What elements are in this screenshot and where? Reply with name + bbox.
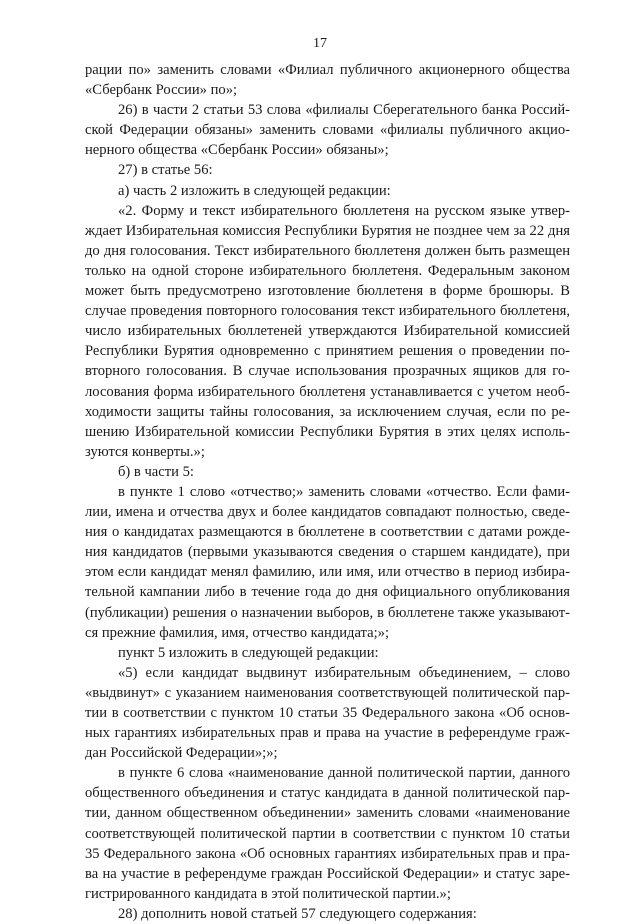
text-line: «выдвинут» с указанием наименования соответствующей политической пар- — [85, 684, 570, 701]
text-line: вторного голосования. В случае использования прозрачных ящиков для го- — [85, 363, 570, 380]
text-line: число избирательных бюллетеней утверждаются Избирательной комиссией — [85, 323, 570, 340]
text-line: ходимости защиты тайны голосования, за исключением случая, если по ре- — [85, 403, 570, 420]
text-line: зуются конверты.»; — [85, 443, 205, 460]
text-line: тии в соответствии с пунктом 10 статьи 35 Федерального закона «Об основ- — [85, 705, 570, 721]
text-line: ния о кандидатах размещаются в бюллетене в соответствии с датами рожде- — [85, 524, 570, 541]
text-line: 35 Федерального закона «Об основных гарантиях избирательных прав и пра- — [85, 845, 570, 862]
text-line: ных гарантиях избирательных прав и права на участие в референдуме граж- — [85, 725, 570, 742]
text-line: ния кандидатов (первыми указываются сведения о старшем кандидате), при — [85, 544, 570, 561]
text-line: ждает Избирательная комиссия Республики Бурятия не позднее чем за 22 дня — [85, 222, 570, 239]
text-line: лии, имена и отчества двух и более кандидатов совпадают полностью, сведе- — [85, 504, 570, 521]
text-line: в пункте 6 слова «наименование данной политической партии, данного — [118, 765, 570, 782]
text-line: пункт 5 изложить в следующей редакции: — [118, 644, 379, 661]
text-line: лосования форма избирательного бюллетеня устанавливается с учетом необ- — [85, 383, 570, 400]
document-body — [85, 60, 570, 924]
text-line: Республики Бурятия одновременно с принятием решения о проведении по- — [85, 343, 570, 360]
text-line: дан Российской Федерации»;»; — [85, 745, 278, 762]
text-line: «Сбербанк России» по»; — [85, 82, 238, 99]
text-line: 26) в части 2 статьи 53 слова «филиалы Сберегательного банка Россий- — [118, 102, 570, 119]
text-line: тельной кампании либо в течение года до дня официального опубликования — [85, 584, 570, 601]
text-line: (публикации) решения о назначении выборов, в бюллетене также указывают- — [85, 604, 570, 621]
text-line: «5) если кандидат выдвинут избирательным объединением, – слово — [118, 664, 570, 681]
text-line: 27) в статье 56: — [118, 162, 213, 179]
text-line: ва на участие в референдуме граждан Российской Федерации» и статус заре- — [85, 865, 570, 882]
text-line: соответствующей политической партии в соответствии с пунктом 10 статьи — [85, 825, 570, 842]
text-line: может быть предусмотрено изготовление бюллетеня в форме брошюры. В — [85, 283, 570, 300]
text-line: этом если кандидат менял фамилию, или имя, или отчество в период избира- — [85, 564, 570, 581]
text-line: гистрированного кандидата в этой политической партии.»; — [85, 885, 451, 902]
text-line: случае проведения повторного голосования текст избирательного бюллетеня, — [85, 303, 570, 320]
text-line: ской Федерации обязаны» заменить словами «филиалы публичного акцио- — [85, 122, 570, 139]
text-line: тии, данном общественном объединении» заменить словами «наименование — [85, 805, 570, 822]
text-line: 28) дополнить новой статьей 57 следующего содержания: — [118, 905, 477, 922]
text-line: ся прежние фамилия, имя, отчество кандидата;»; — [85, 624, 389, 641]
text-line: шению Избирательной комиссии Республики Бурятия в этих целях исполь- — [85, 423, 570, 440]
page-number: 17 — [313, 36, 327, 51]
text-line: рации по» заменить словами «Филиал публичного акционерного общества — [85, 62, 570, 78]
text-line: б) в части 5: — [118, 463, 194, 480]
text-line: до дня голосования. Текст избирательного бюллетеня должен быть размещен — [85, 242, 570, 259]
text-line: в пункте 1 слово «отчество;» заменить словами «отчество. Если фами- — [118, 483, 570, 500]
text-line: нерного общества «Сбербанк России» обязаны»; — [85, 142, 389, 159]
text-line: а) часть 2 изложить в следующей редакции: — [118, 182, 391, 199]
text-line: «2. Форму и текст избирательного бюллетеня на русском языке утвер- — [118, 202, 570, 219]
text-line: только на одной стороне избирательного бюллетеня. Федеральным законом — [85, 262, 570, 279]
text-line: общественного объединения и статус кандидата в данной политической пар- — [85, 785, 570, 802]
